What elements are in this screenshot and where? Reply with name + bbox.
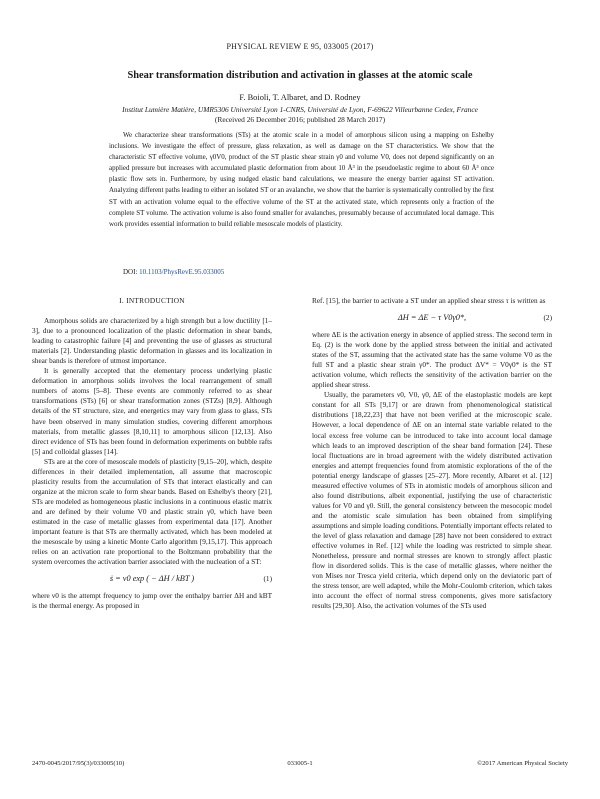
paragraph: Usually, the parameters ν0, V0, γ0, ΔE of the elastoplastic models are kept constant for all STs [9,17] or are drawn from phenomenological statistical distributions [18,22,23] that have not been verified at the microscopic scale. However, a local dependence of ΔE on an internal state variable related to the local excess free volume can be introduced to take into account local damage which leads to an improved description of the shear band formation [24]. These local fluctuations are in broad agreement with the widely distributed activation energies and attempt frequencies found from atomistic explorations of the of the potential energy landscape of glasses [25–27]. More recently, Albaret et al. [12] measured effective volumes of STs in atomistic models of amorphous silicon and also found distributions, albeit exponential, justifying the use of characteristic values for V0 and γ0. Still, the general consistency between the mesocopic model and the atomistic scale simulation has been obtained from simplifying assumptions and simple loading conditions. Potentially important effects related to the level of glass relaxation and damage [28] have not been considered to extract effective volumes in Ref. [12] while the loading was restricted to simple shear. Nonetheless, pressure and normal stresses are known to strongly affect plastic flow in disordered solids. This is the case of metallic glasses, where neither the von Mises nor Tresca yield criteria, which depend only on the deviatoric part of the stress tensor, are well adapted, while the Mohr-Coulomb criterion, which takes into account the effect of normal stress components, gives more satisfactory results [29,30]. Also, the activation volumes of the STs used xyxy=(312,391,552,611)
equation-2-number: (2) xyxy=(543,313,552,323)
affiliation: Institut Lumière Matière, UMR5306 Université Lyon 1-CNRS, Université de Lyon, F-69622 Villeurbanne Cedex, France xyxy=(122,105,478,114)
paper-title: Shear transformation distribution and activation in glasses at the atomic scale xyxy=(127,70,473,81)
section-heading: I. INTRODUCTION xyxy=(119,296,185,305)
equation-1-number: (1) xyxy=(263,574,272,584)
equation-1 xyxy=(32,567,272,591)
doi-line xyxy=(123,268,224,276)
equation-2-body: ΔH = ΔE − τ V0γ0*, xyxy=(397,313,467,323)
authors: F. Boioli, T. Albaret, and D. Rodney xyxy=(239,93,361,102)
footer-copyright: ©2017 American Physical Society xyxy=(477,760,568,767)
left-column xyxy=(32,296,272,611)
right-column xyxy=(312,296,552,611)
footer-issn: 2470-0045/2017/95(3)/033005(10) xyxy=(32,760,125,767)
equation-1-body: ṡ = ν0 exp ( − ΔH / kBT ) xyxy=(109,574,195,584)
doi-label: DOI: xyxy=(123,268,138,276)
paragraph: Amorphous solids are characterized by a high strength but a low ductility [1–3], due to a pronounced localization of the plastic deformation in shear bands, leading to catastrophic failure [4] and preventing the use of glasses as structural materials [2]. Understanding plastic deformation in glasses and its localization in shear bands is therefore of utmost importance. xyxy=(32,317,272,366)
abstract xyxy=(109,130,494,230)
paragraph: where ν0 is the attempt frequency to jump over the enthalpy barrier ΔH and kBT is the thermal energy. As proposed in xyxy=(32,592,272,611)
abstract-text: We characterize shear transformations (STs) at the atomic scale in a model of amorphous silicon using a mapping on Eshelby inclusions. We investigate the effect of pressure, glass relaxation, as well as damage on the ST characteristics. We show that the characteristic ST effective volume, γ0V0, product of the ST plastic shear strain γ0 and volume V0, does not depend significantly on an applied pressure but increases with accumulated plastic deformation from about 10 Å³ in the pseudoelastic regime to about 60 Å³ once plastic flow sets in. Furthermore, by using nudged elastic band calculations, we measure the energy barrier against ST activation. Analyzing different paths leading to either an isolated ST or an avalanche, we show that the barrier is systematically controlled by the first ST with an activation volume equal to the effective volume of the ST at the activated state, which represents only a fraction of the complete ST volume. The activation volume is also found smaller for avalanches, presumably because of accumulated local damage. This work provides essential information to build reliable mesoscale models of plasticity. xyxy=(109,131,494,228)
footer-page-number: 033005-1 xyxy=(287,760,313,767)
doi-link[interactable]: 10.1103/PhysRevE.95.033005 xyxy=(139,268,225,276)
paragraph: It is generally accepted that the elementary process underlying plastic deformation in amorphous solids involves the local rearrangement of small numbers of atoms [5–8]. These events are commonly referred to as shear transformations (STs) [6] or shear transformation zones (STZs) [8,9]. Although details of the ST structure, size, and energetics may vary from glass to glass, STs have been observed in many simulation studies, covering different amorphous materials, from metallic glasses [8,10,11] to amorphous silicon [12,13]. Also direct evidence of STs has been found in deformation experiments on bubble rafts [5] and colloidal glasses [14]. xyxy=(32,367,272,456)
journal-header: PHYSICAL REVIEW E 95, 033005 (2017) xyxy=(226,42,374,51)
equation-2 xyxy=(312,306,552,330)
paragraph: STs are at the core of mesoscale models of plasticity [9,15–20], which, despite differences in their detailed implementation, all assume that macroscopic plasticity results from the accumulation of STs that interact elastically and can organize at the micron scale to form shear bands. Based on Eshelby's theory [21], STs are modeled as homogeneous plastic inclusions in a continuous elastic matrix and are defined by their volume V0 and plastic strain γ0, which have been estimated in the case of metallic glasses from experimental data [17]. Another important feature is that STs are thermally activated, which has been modeled at the mesoscale by using a kinetic Monte Carlo algorithm [9,15,17]. This approach relies on an activation rate proportional to the Boltzmann probability that the system overcomes the activation barrier associated with the nucleation of a ST: xyxy=(32,457,272,567)
paragraph: where ΔE is the activation energy in absence of applied stress. The second term in Eq. (2) is the work done by the applied stress between the initial and activated states of the ST, assuming that the activated state has the same volume V0 as the full ST and a plastic shear strain γ0*. The product ΔV* = V0γ0* is the ST activation volume, which reflects the sensitivity of the activation barrier on the applied shear stress. xyxy=(312,331,552,390)
paragraph: Ref. [15], the barrier to activate a ST under an applied shear stress τ is written as xyxy=(312,297,546,305)
received-dates: (Received 26 December 2016; published 28 March 2017) xyxy=(214,115,386,124)
